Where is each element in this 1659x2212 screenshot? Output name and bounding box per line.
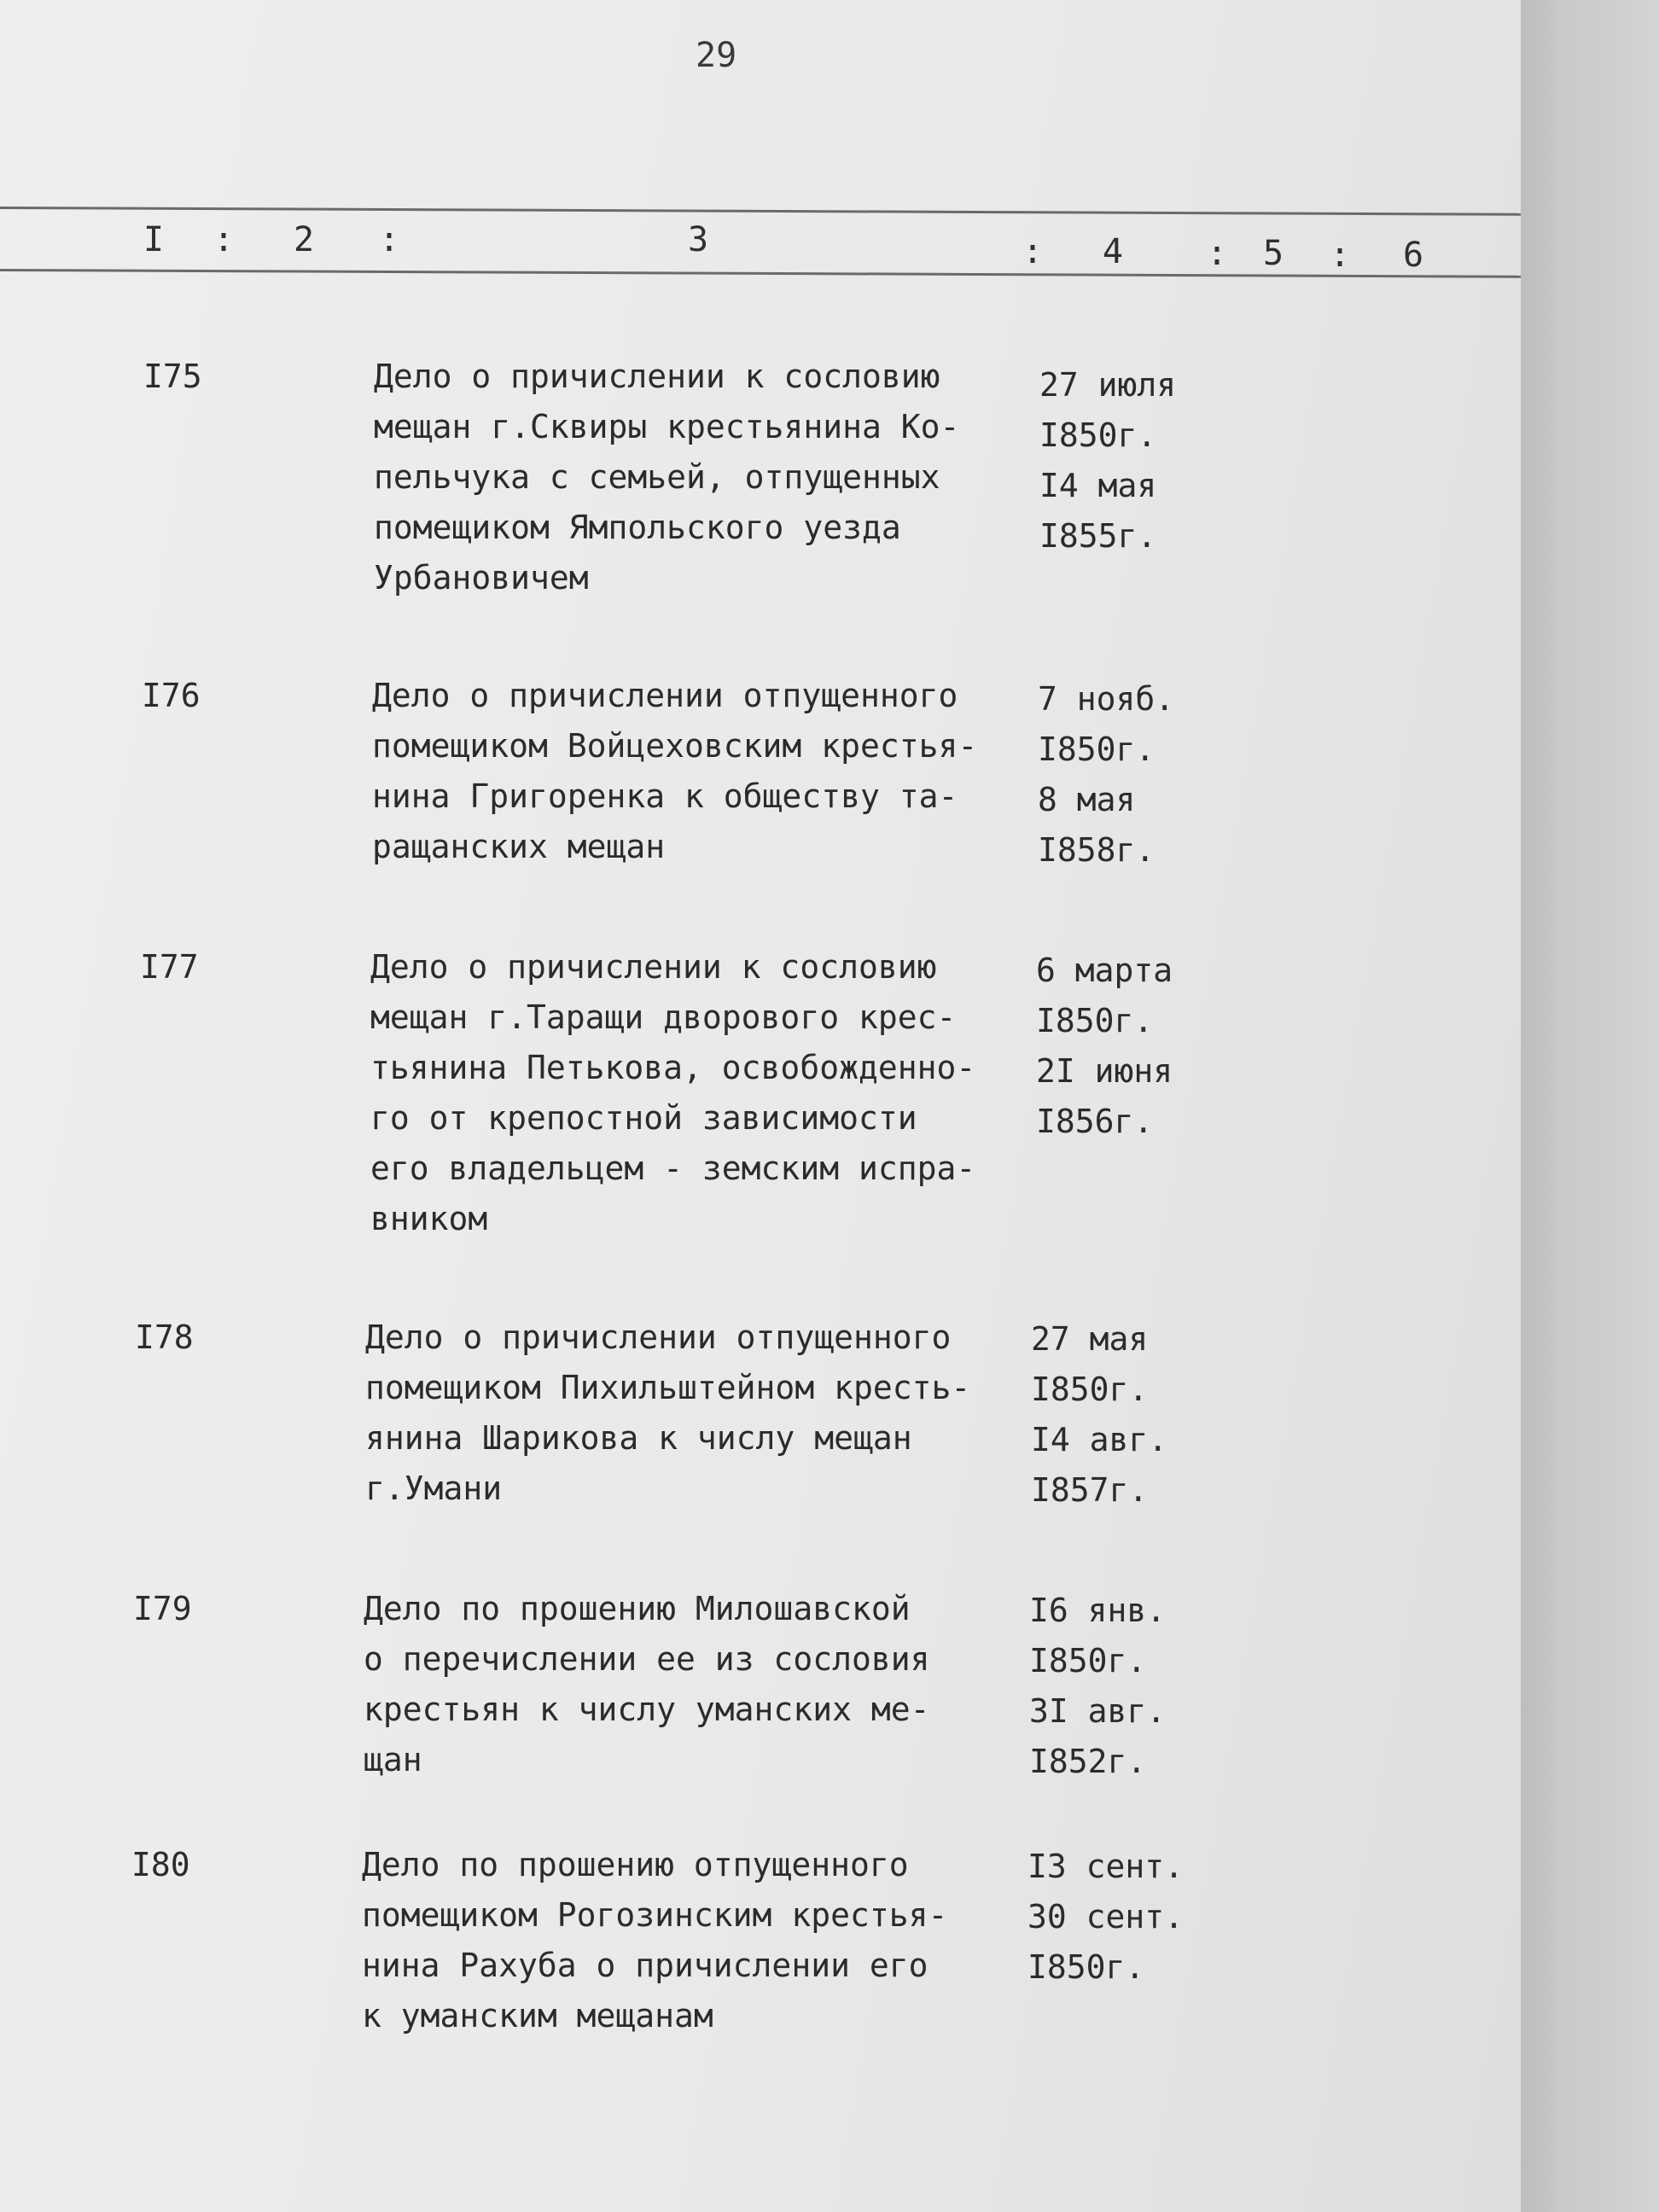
- page-number: 29: [696, 36, 737, 75]
- date-line: 6 марта: [1036, 952, 1173, 989]
- column-separator: :: [1330, 236, 1351, 275]
- description-line: нина Рахуба о причислении его: [362, 1947, 928, 1984]
- description-line: ращанских мещан: [372, 828, 666, 865]
- description-line: помещиком Рогозинским крестья-: [362, 1896, 948, 1934]
- column-header-1: I: [143, 220, 165, 259]
- description-line: щан: [364, 1741, 422, 1778]
- description-line: Дело о причислении к сословию: [370, 948, 937, 986]
- description-line: крестьян к числу уманских ме-: [364, 1691, 930, 1728]
- record-description: [364, 1584, 1029, 1785]
- date-line: I850г.: [1036, 1002, 1154, 1039]
- date-line: I850г.: [1031, 1371, 1149, 1408]
- record-dates: [1029, 1586, 1234, 1787]
- description-line: Дело о причислении к сословию: [374, 358, 940, 395]
- record-number: I80: [131, 1846, 190, 1883]
- record-number: I79: [133, 1590, 192, 1627]
- record-dates: [1031, 1314, 1236, 1516]
- description-line: о перечислении ее из сословия: [364, 1640, 930, 1678]
- date-line: I850г.: [1039, 416, 1157, 454]
- record-dates: [1039, 360, 1244, 562]
- description-line: янина Шарикова к числу мещан: [365, 1419, 912, 1457]
- description-line: пельчука с семьей, отпущенных: [374, 458, 940, 496]
- record-description: [374, 352, 1039, 603]
- header-rule-top: [0, 207, 1521, 216]
- record-description: [370, 942, 1036, 1244]
- header-rule-bottom: [0, 269, 1521, 278]
- date-line: I856г.: [1036, 1103, 1154, 1140]
- description-line: Дело по прошению Милошавской: [364, 1590, 911, 1627]
- description-line: вником: [370, 1200, 488, 1237]
- date-line: I857г.: [1031, 1471, 1149, 1509]
- date-line: I4 авг.: [1031, 1421, 1168, 1458]
- description-line: помещиком Пихильштейном кресть-: [365, 1369, 971, 1406]
- date-line: I4 мая: [1039, 467, 1157, 504]
- date-line: 7 нояб.: [1038, 680, 1175, 718]
- column-separator: :: [379, 220, 400, 259]
- date-line: 27 мая: [1031, 1320, 1149, 1358]
- date-line: I852г.: [1029, 1743, 1147, 1780]
- record-number: I76: [142, 677, 201, 714]
- record-number: I78: [135, 1318, 194, 1356]
- date-line: 8 мая: [1038, 781, 1136, 818]
- record-dates: [1036, 946, 1241, 1147]
- record-description: [362, 1840, 1027, 2041]
- page-edge-shadow: [1521, 0, 1659, 2212]
- column-header-2: 2: [294, 220, 315, 259]
- record-number: I77: [140, 948, 199, 986]
- description-line: нина Григоренка к обществу та-: [372, 777, 958, 815]
- date-line: 2I июня: [1036, 1052, 1173, 1090]
- date-line: I6 янв.: [1029, 1592, 1167, 1629]
- description-line: Дело о причислении отпущенного: [365, 1318, 952, 1356]
- description-line: помещиком Войцеховским крестья-: [372, 727, 978, 765]
- date-line: I858г.: [1038, 831, 1155, 869]
- description-line: г.Умани: [365, 1470, 503, 1507]
- description-line: тьянина Петькова, освобожденно-: [370, 1049, 976, 1086]
- date-line: I3 сент.: [1027, 1848, 1185, 1885]
- record-description: [372, 671, 1038, 872]
- column-header-4: 4: [1103, 232, 1124, 271]
- description-line: го от крепостной зависимости: [370, 1099, 917, 1137]
- column-header-3: 3: [688, 220, 709, 259]
- date-line: I855г.: [1039, 517, 1157, 555]
- date-line: 27 июля: [1039, 366, 1177, 404]
- column-separator: :: [1207, 234, 1228, 273]
- column-header-5: 5: [1263, 234, 1284, 273]
- description-line: мещан г.Сквиры крестьянина Ко-: [374, 408, 960, 445]
- description-line: к уманским мещанам: [362, 1997, 713, 2034]
- description-line: помещиком Ямпольского уезда: [374, 509, 901, 546]
- record-dates: [1038, 674, 1243, 876]
- date-line: I850г.: [1027, 1948, 1145, 1986]
- column-separator: :: [213, 220, 235, 259]
- date-line: 3I авг.: [1029, 1692, 1167, 1730]
- date-line: I850г.: [1029, 1642, 1147, 1679]
- description-line: Дело о причислении отпущенного: [372, 677, 958, 714]
- description-line: его владельцем - земским испра-: [370, 1150, 976, 1187]
- record-number: I75: [143, 358, 202, 395]
- date-line: 30 сент.: [1027, 1898, 1185, 1936]
- column-separator: :: [1022, 232, 1044, 271]
- record-dates: [1027, 1842, 1232, 1993]
- record-description: [365, 1313, 1031, 1514]
- description-line: Урбановичем: [374, 559, 589, 597]
- description-line: мещан г.Таращи дворового крес-: [370, 998, 957, 1036]
- column-header-6: 6: [1403, 236, 1424, 275]
- date-line: I850г.: [1038, 731, 1155, 768]
- description-line: Дело по прошению отпущенного: [362, 1846, 909, 1883]
